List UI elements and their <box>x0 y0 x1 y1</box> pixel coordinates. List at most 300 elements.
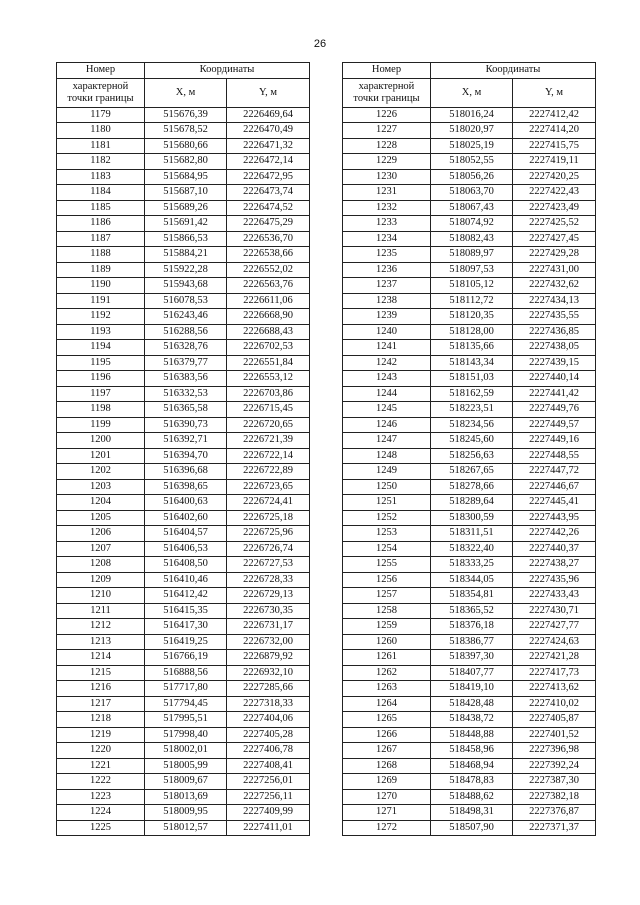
table-row <box>343 278 596 294</box>
table-row <box>343 386 596 402</box>
x-coordinate-cell: 516417,30 <box>145 619 227 635</box>
point-header-line1: Номер <box>85 64 116 76</box>
y-header: Y, м <box>513 78 596 107</box>
point-number-cell: 1219 <box>57 727 145 743</box>
y-coordinate-cell: 2227441,42 <box>513 386 596 402</box>
y-coordinate-cell: 2227442,26 <box>513 526 596 542</box>
point-number-cell: 1267 <box>343 743 431 759</box>
x-coordinate-cell: 518289,64 <box>431 495 513 511</box>
y-coordinate-cell: 2227413,62 <box>513 681 596 697</box>
x-coordinate-cell: 518012,57 <box>145 820 227 836</box>
table-row <box>57 712 310 728</box>
y-coordinate-cell: 2226703,86 <box>227 386 310 402</box>
x-coordinate-cell: 516406,53 <box>145 541 227 557</box>
point-number-cell: 1249 <box>343 464 431 480</box>
x-coordinate-cell: 516078,53 <box>145 293 227 309</box>
x-coordinate-cell: 518344,05 <box>431 572 513 588</box>
x-coordinate-cell: 516408,50 <box>145 557 227 573</box>
point-number-cell: 1223 <box>57 789 145 805</box>
point-number-cell: 1205 <box>57 510 145 526</box>
y-coordinate-cell: 2226725,96 <box>227 526 310 542</box>
table-row <box>343 123 596 139</box>
point-number-cell: 1234 <box>343 231 431 247</box>
y-coordinate-cell: 2227415,75 <box>513 138 596 154</box>
x-coordinate-cell: 516383,56 <box>145 371 227 387</box>
point-number-cell: 1215 <box>57 665 145 681</box>
table-row <box>343 712 596 728</box>
y-coordinate-cell: 2226611,06 <box>227 293 310 309</box>
y-coordinate-cell: 2227430,71 <box>513 603 596 619</box>
y-coordinate-cell: 2226469,64 <box>227 107 310 123</box>
x-coordinate-cell: 518234,56 <box>431 417 513 433</box>
table-row <box>343 247 596 263</box>
table-row <box>343 107 596 123</box>
y-coordinate-cell: 2226721,39 <box>227 433 310 449</box>
x-coordinate-cell: 516766,19 <box>145 650 227 666</box>
point-number-cell: 1226 <box>343 107 431 123</box>
table-row <box>343 820 596 836</box>
point-number-cell: 1222 <box>57 774 145 790</box>
x-coordinate-cell: 518458,96 <box>431 743 513 759</box>
table-row <box>343 603 596 619</box>
table-row <box>57 789 310 805</box>
x-coordinate-cell: 518256,63 <box>431 448 513 464</box>
point-number-cell: 1211 <box>57 603 145 619</box>
point-number-cell: 1271 <box>343 805 431 821</box>
x-coordinate-cell: 518067,43 <box>431 200 513 216</box>
point-number-cell: 1258 <box>343 603 431 619</box>
y-coordinate-cell: 2226723,65 <box>227 479 310 495</box>
point-number-cell: 1189 <box>57 262 145 278</box>
y-coordinate-cell: 2226475,29 <box>227 216 310 232</box>
x-coordinate-cell: 516410,46 <box>145 572 227 588</box>
table-row <box>343 557 596 573</box>
x-coordinate-cell: 518056,26 <box>431 169 513 185</box>
x-coordinate-cell: 518419,10 <box>431 681 513 697</box>
point-number-cell: 1200 <box>57 433 145 449</box>
x-coordinate-cell: 516400,63 <box>145 495 227 511</box>
point-number-cell: 1235 <box>343 247 431 263</box>
x-coordinate-cell: 518507,90 <box>431 820 513 836</box>
coordinates-header: Координаты <box>431 63 596 79</box>
point-number-cell: 1228 <box>343 138 431 154</box>
table-row <box>57 696 310 712</box>
table-row <box>343 479 596 495</box>
x-coordinate-cell: 515687,10 <box>145 185 227 201</box>
y-coordinate-cell: 2227433,43 <box>513 588 596 604</box>
x-coordinate-cell: 515922,28 <box>145 262 227 278</box>
point-number-cell: 1264 <box>343 696 431 712</box>
point-number-cell: 1217 <box>57 696 145 712</box>
point-number-header-cont <box>343 78 431 107</box>
x-coordinate-cell: 516888,56 <box>145 665 227 681</box>
table-row <box>57 340 310 356</box>
x-coordinate-cell: 518089,97 <box>431 247 513 263</box>
y-coordinate-cell: 2226472,95 <box>227 169 310 185</box>
point-number-cell: 1195 <box>57 355 145 371</box>
point-number-cell: 1254 <box>343 541 431 557</box>
x-coordinate-cell: 518020,97 <box>431 123 513 139</box>
x-coordinate-cell: 518376,18 <box>431 619 513 635</box>
table-row <box>57 603 310 619</box>
y-coordinate-cell: 2227404,06 <box>227 712 310 728</box>
point-number-cell: 1208 <box>57 557 145 573</box>
y-coordinate-cell: 2227427,45 <box>513 231 596 247</box>
x-coordinate-cell: 516392,71 <box>145 433 227 449</box>
y-coordinate-cell: 2227429,28 <box>513 247 596 263</box>
y-coordinate-cell: 2227422,43 <box>513 185 596 201</box>
x-coordinate-cell: 518002,01 <box>145 743 227 759</box>
table-row <box>343 185 596 201</box>
table-row <box>343 309 596 325</box>
x-coordinate-cell: 516365,58 <box>145 402 227 418</box>
y-coordinate-cell: 2227406,78 <box>227 743 310 759</box>
table-row <box>57 355 310 371</box>
point-number-cell: 1236 <box>343 262 431 278</box>
point-number-cell: 1243 <box>343 371 431 387</box>
table-row <box>57 820 310 836</box>
x-coordinate-cell: 518223,51 <box>431 402 513 418</box>
y-coordinate-cell: 2227447,72 <box>513 464 596 480</box>
point-number-cell: 1184 <box>57 185 145 201</box>
point-number-cell: 1227 <box>343 123 431 139</box>
point-number-header-cont <box>57 78 145 107</box>
x-coordinate-cell: 518407,77 <box>431 665 513 681</box>
y-coordinate-cell: 2227427,77 <box>513 619 596 635</box>
table-row <box>57 727 310 743</box>
y-coordinate-cell: 2227439,15 <box>513 355 596 371</box>
y-coordinate-cell: 2226725,18 <box>227 510 310 526</box>
x-coordinate-cell: 518300,59 <box>431 510 513 526</box>
y-coordinate-cell: 2227440,37 <box>513 541 596 557</box>
table-row <box>57 479 310 495</box>
point-number-cell: 1240 <box>343 324 431 340</box>
y-coordinate-cell: 2227435,96 <box>513 572 596 588</box>
y-coordinate-cell: 2226731,17 <box>227 619 310 635</box>
y-coordinate-cell: 2226472,14 <box>227 154 310 170</box>
table-row <box>343 200 596 216</box>
coordinates-table-right <box>342 62 596 836</box>
table-row <box>57 634 310 650</box>
x-coordinate-cell: 515884,21 <box>145 247 227 263</box>
y-coordinate-cell: 2227414,20 <box>513 123 596 139</box>
x-coordinate-cell: 518143,34 <box>431 355 513 371</box>
y-coordinate-cell: 2227412,42 <box>513 107 596 123</box>
x-coordinate-cell: 518245,60 <box>431 433 513 449</box>
x-coordinate-cell: 515678,52 <box>145 123 227 139</box>
y-coordinate-cell: 2227435,55 <box>513 309 596 325</box>
x-coordinate-cell: 516404,57 <box>145 526 227 542</box>
y-coordinate-cell: 2227419,11 <box>513 154 596 170</box>
point-number-cell: 1210 <box>57 588 145 604</box>
table-row <box>57 541 310 557</box>
y-coordinate-cell: 2227448,55 <box>513 448 596 464</box>
x-coordinate-cell: 516396,68 <box>145 464 227 480</box>
table-row <box>343 758 596 774</box>
y-coordinate-cell: 2227401,52 <box>513 727 596 743</box>
x-coordinate-cell: 518397,30 <box>431 650 513 666</box>
point-number-cell: 1216 <box>57 681 145 697</box>
table-row <box>57 185 310 201</box>
y-coordinate-cell: 2227371,37 <box>513 820 596 836</box>
table-row <box>57 774 310 790</box>
table-row <box>343 448 596 464</box>
point-number-cell: 1194 <box>57 340 145 356</box>
table-row <box>343 619 596 635</box>
point-number-cell: 1246 <box>343 417 431 433</box>
x-coordinate-cell: 516288,56 <box>145 324 227 340</box>
x-coordinate-cell: 515684,95 <box>145 169 227 185</box>
y-coordinate-cell: 2226720,65 <box>227 417 310 433</box>
point-number-cell: 1232 <box>343 200 431 216</box>
table-row <box>57 619 310 635</box>
y-coordinate-cell: 2226474,52 <box>227 200 310 216</box>
point-number-cell: 1245 <box>343 402 431 418</box>
x-coordinate-cell: 518267,65 <box>431 464 513 480</box>
point-number-cell: 1201 <box>57 448 145 464</box>
x-coordinate-cell: 518013,69 <box>145 789 227 805</box>
x-coordinate-cell: 518151,03 <box>431 371 513 387</box>
table-row <box>57 448 310 464</box>
point-number-cell: 1218 <box>57 712 145 728</box>
table-row <box>343 355 596 371</box>
table-row <box>343 169 596 185</box>
point-header-line3: точки границы <box>67 92 134 104</box>
point-number-cell: 1202 <box>57 464 145 480</box>
point-number-cell: 1224 <box>57 805 145 821</box>
point-number-cell: 1233 <box>343 216 431 232</box>
x-coordinate-cell: 518498,31 <box>431 805 513 821</box>
table-row <box>343 526 596 542</box>
table-row <box>57 200 310 216</box>
table-row <box>57 572 310 588</box>
table-row <box>57 681 310 697</box>
y-coordinate-cell: 2226551,84 <box>227 355 310 371</box>
y-coordinate-cell: 2226932,10 <box>227 665 310 681</box>
y-coordinate-cell: 2227256,01 <box>227 774 310 790</box>
x-coordinate-cell: 518016,24 <box>431 107 513 123</box>
point-number-cell: 1238 <box>343 293 431 309</box>
table-row <box>343 402 596 418</box>
y-coordinate-cell: 2226553,12 <box>227 371 310 387</box>
table-row <box>57 278 310 294</box>
x-coordinate-cell: 518135,66 <box>431 340 513 356</box>
x-coordinate-cell: 518082,43 <box>431 231 513 247</box>
x-coordinate-cell: 516398,65 <box>145 479 227 495</box>
left-table-body <box>57 107 310 836</box>
x-coordinate-cell: 518009,95 <box>145 805 227 821</box>
table-row <box>57 417 310 433</box>
point-number-cell: 1248 <box>343 448 431 464</box>
table-row <box>57 464 310 480</box>
point-number-cell: 1251 <box>343 495 431 511</box>
y-coordinate-cell: 2226724,41 <box>227 495 310 511</box>
point-number-cell: 1260 <box>343 634 431 650</box>
y-coordinate-cell: 2227434,13 <box>513 293 596 309</box>
table-row <box>343 541 596 557</box>
table-row <box>343 324 596 340</box>
point-number-cell: 1213 <box>57 634 145 650</box>
x-coordinate-cell: 515691,42 <box>145 216 227 232</box>
x-coordinate-cell: 518278,66 <box>431 479 513 495</box>
coordinates-header: Координаты <box>145 63 310 79</box>
y-coordinate-cell: 2226538,66 <box>227 247 310 263</box>
point-header-line2: характерной <box>358 80 415 92</box>
y-coordinate-cell: 2226471,32 <box>227 138 310 154</box>
x-coordinate-cell: 518428,48 <box>431 696 513 712</box>
y-coordinate-cell: 2227424,63 <box>513 634 596 650</box>
x-coordinate-cell: 515680,66 <box>145 138 227 154</box>
y-coordinate-cell: 2227405,87 <box>513 712 596 728</box>
x-coordinate-cell: 518322,40 <box>431 541 513 557</box>
x-coordinate-cell: 518074,92 <box>431 216 513 232</box>
x-coordinate-cell: 518097,53 <box>431 262 513 278</box>
point-number-cell: 1199 <box>57 417 145 433</box>
point-number-cell: 1180 <box>57 123 145 139</box>
x-coordinate-cell: 516402,60 <box>145 510 227 526</box>
table-row <box>57 154 310 170</box>
point-number-cell: 1212 <box>57 619 145 635</box>
point-number-cell: 1272 <box>343 820 431 836</box>
point-number-cell: 1214 <box>57 650 145 666</box>
y-coordinate-cell: 2226730,35 <box>227 603 310 619</box>
point-number-cell: 1183 <box>57 169 145 185</box>
point-number-cell: 1244 <box>343 386 431 402</box>
table-row <box>57 123 310 139</box>
table-row <box>343 417 596 433</box>
table-row <box>343 216 596 232</box>
y-coordinate-cell: 2227417,73 <box>513 665 596 681</box>
y-coordinate-cell: 2226715,45 <box>227 402 310 418</box>
point-number-header <box>343 63 431 79</box>
y-coordinate-cell: 2226722,89 <box>227 464 310 480</box>
y-coordinate-cell: 2227396,98 <box>513 743 596 759</box>
x-coordinate-cell: 516412,42 <box>145 588 227 604</box>
point-number-cell: 1257 <box>343 588 431 604</box>
y-coordinate-cell: 2227376,87 <box>513 805 596 821</box>
point-number-cell: 1206 <box>57 526 145 542</box>
x-coordinate-cell: 516390,73 <box>145 417 227 433</box>
point-number-cell: 1190 <box>57 278 145 294</box>
y-coordinate-cell: 2226732,00 <box>227 634 310 650</box>
point-number-cell: 1261 <box>343 650 431 666</box>
point-number-cell: 1188 <box>57 247 145 263</box>
x-coordinate-cell: 516379,77 <box>145 355 227 371</box>
x-coordinate-cell: 518063,70 <box>431 185 513 201</box>
table-row <box>57 386 310 402</box>
table-row <box>57 138 310 154</box>
table-row <box>343 588 596 604</box>
right-table-body <box>343 107 596 836</box>
table-row <box>57 309 310 325</box>
x-coordinate-cell: 518386,77 <box>431 634 513 650</box>
table-row <box>57 665 310 681</box>
y-coordinate-cell: 2226563,76 <box>227 278 310 294</box>
y-coordinate-cell: 2227438,05 <box>513 340 596 356</box>
x-coordinate-cell: 515682,80 <box>145 154 227 170</box>
point-header-line1: Номер <box>371 64 402 76</box>
point-number-cell: 1182 <box>57 154 145 170</box>
x-coordinate-cell: 518438,72 <box>431 712 513 728</box>
x-coordinate-cell: 518468,94 <box>431 758 513 774</box>
x-coordinate-cell: 518009,67 <box>145 774 227 790</box>
y-header: Y, м <box>227 78 310 107</box>
table-row <box>57 262 310 278</box>
point-header-line3: точки границы <box>353 92 420 104</box>
y-coordinate-cell: 2226726,74 <box>227 541 310 557</box>
point-header-line2: характерной <box>72 80 129 92</box>
x-coordinate-cell: 516419,25 <box>145 634 227 650</box>
x-coordinate-cell: 515676,39 <box>145 107 227 123</box>
table-row <box>57 495 310 511</box>
x-coordinate-cell: 517995,51 <box>145 712 227 728</box>
y-coordinate-cell: 2227410,02 <box>513 696 596 712</box>
table-row <box>57 650 310 666</box>
point-number-cell: 1209 <box>57 572 145 588</box>
y-coordinate-cell: 2227392,24 <box>513 758 596 774</box>
point-number-cell: 1186 <box>57 216 145 232</box>
y-coordinate-cell: 2227409,99 <box>227 805 310 821</box>
x-coordinate-cell: 518128,00 <box>431 324 513 340</box>
y-coordinate-cell: 2226702,53 <box>227 340 310 356</box>
table-row <box>343 774 596 790</box>
point-number-cell: 1230 <box>343 169 431 185</box>
y-coordinate-cell: 2226470,49 <box>227 123 310 139</box>
table-row <box>343 154 596 170</box>
y-coordinate-cell: 2227256,11 <box>227 789 310 805</box>
table-row <box>343 665 596 681</box>
x-coordinate-cell: 516328,76 <box>145 340 227 356</box>
x-coordinate-cell: 518105,12 <box>431 278 513 294</box>
x-coordinate-cell: 516332,53 <box>145 386 227 402</box>
x-coordinate-cell: 518311,51 <box>431 526 513 542</box>
y-coordinate-cell: 2227449,16 <box>513 433 596 449</box>
table-row <box>343 681 596 697</box>
point-number-cell: 1239 <box>343 309 431 325</box>
table-row <box>343 727 596 743</box>
table-row <box>57 526 310 542</box>
y-coordinate-cell: 2227423,49 <box>513 200 596 216</box>
y-coordinate-cell: 2227285,66 <box>227 681 310 697</box>
point-number-cell: 1256 <box>343 572 431 588</box>
x-coordinate-cell: 518478,83 <box>431 774 513 790</box>
x-coordinate-cell: 517794,45 <box>145 696 227 712</box>
y-coordinate-cell: 2226727,53 <box>227 557 310 573</box>
y-coordinate-cell: 2227420,25 <box>513 169 596 185</box>
point-number-cell: 1225 <box>57 820 145 836</box>
x-coordinate-cell: 518448,88 <box>431 727 513 743</box>
x-header: X, м <box>145 78 227 107</box>
x-coordinate-cell: 515943,68 <box>145 278 227 294</box>
x-coordinate-cell: 518120,35 <box>431 309 513 325</box>
point-number-cell: 1269 <box>343 774 431 790</box>
table-row <box>57 805 310 821</box>
y-coordinate-cell: 2226728,33 <box>227 572 310 588</box>
point-number-cell: 1253 <box>343 526 431 542</box>
table-row <box>343 371 596 387</box>
table-row <box>343 433 596 449</box>
x-coordinate-cell: 515866,53 <box>145 231 227 247</box>
table-row <box>57 169 310 185</box>
point-number-cell: 1197 <box>57 386 145 402</box>
point-number-cell: 1265 <box>343 712 431 728</box>
table-row <box>343 262 596 278</box>
point-number-cell: 1193 <box>57 324 145 340</box>
x-coordinate-cell: 518112,72 <box>431 293 513 309</box>
table-row <box>57 216 310 232</box>
table-row <box>57 588 310 604</box>
table-row <box>57 402 310 418</box>
